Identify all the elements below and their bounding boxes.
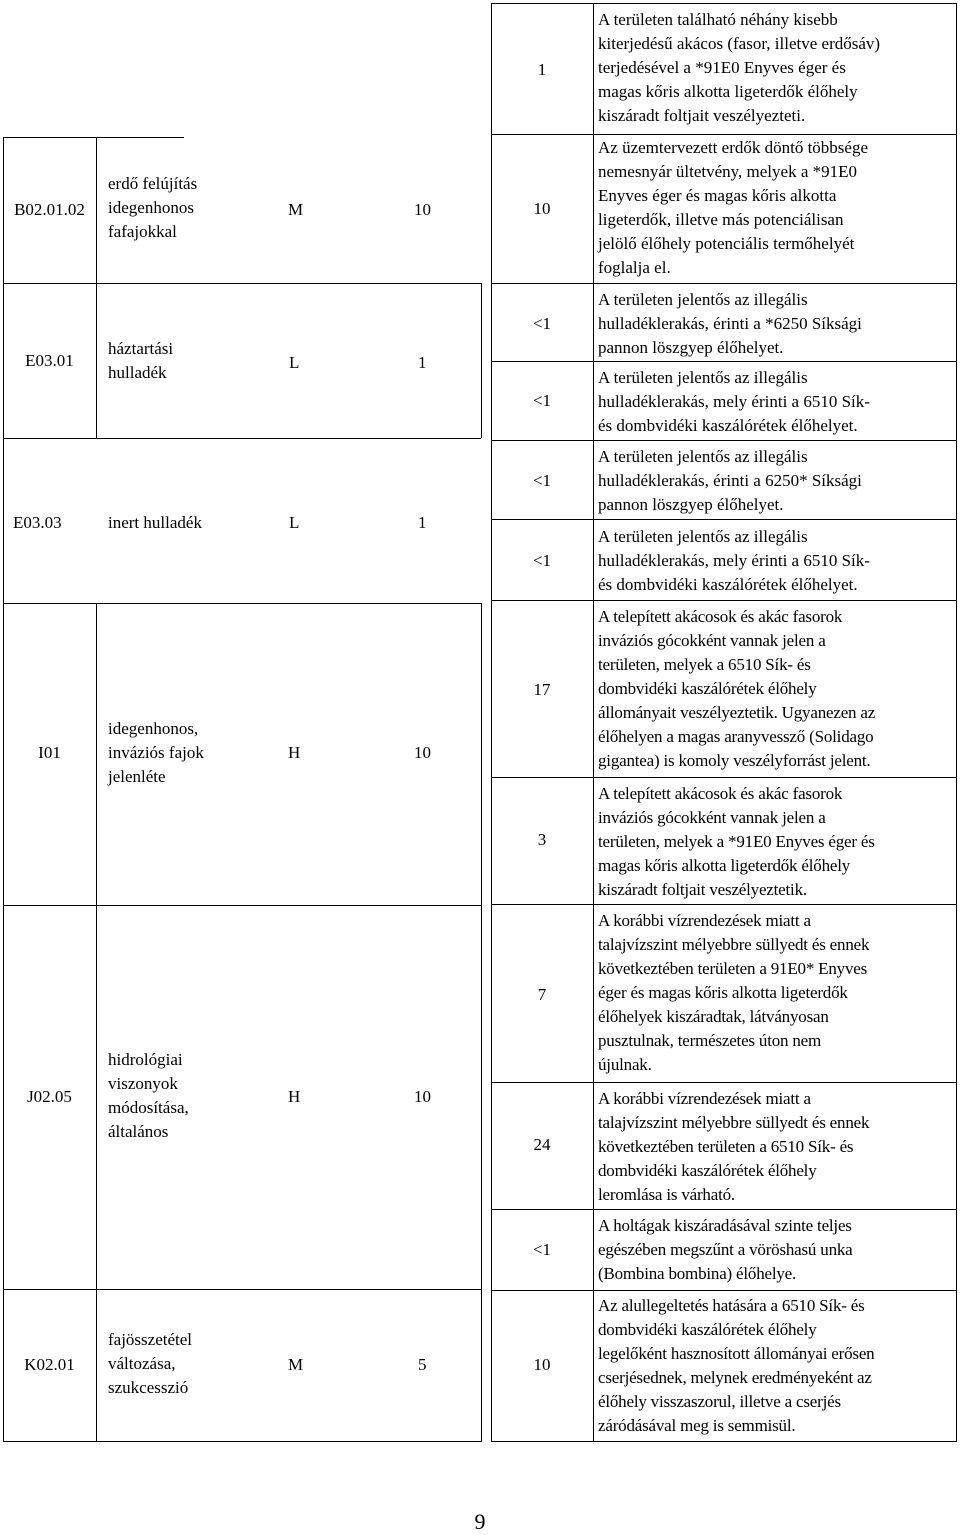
threat-name-line: fajösszetétel [108, 1330, 193, 1349]
threat-name-line: viszonyok [108, 1074, 178, 1093]
threat-code: E03.03 [13, 513, 62, 532]
threat-score: 10 [414, 200, 431, 219]
threat-score: 1 [418, 353, 427, 372]
impact-description: Az üzemtervezett erdők döntő többsége nemesnyár ültetvény, melyek a *91E0 Enyves éger és magas kőris alkotta ligeterdők, illetve más potenciálisan jelölő élőhely potenciális termőhelyét foglalja el. [598, 138, 869, 277]
impact-description: A területen jelentős az illegális hulladéklerakás, mely érinti a 6510 Sík- és dombvidéki kaszálórétek élőhelyet. [598, 368, 870, 435]
impact-value: 3 [537, 830, 547, 849]
impact-description: A területen jelentős az illegális hulladéklerakás, mely érinti a 6510 Sík- és dombvidéki kaszálórétek élőhelyet. [598, 527, 870, 594]
threat-score: 5 [418, 1355, 427, 1374]
threat-grade: L [289, 353, 300, 372]
impact-description: Az alullegeltetés hatására a 6510 Sík- és dombvidéki kaszálórétek élőhely legelőként hasznosított állományai erősen cserjésednek, melynek eredményeként az élőhely visszaszorul, illetve a cserjés záródásával meg is semmisül. [598, 1296, 875, 1435]
threat-code: I01 [38, 743, 61, 762]
impact-value: 10 [533, 1355, 551, 1374]
threat-name-line: fafajokkal [108, 222, 177, 241]
threat-code: B02.01.02 [14, 200, 85, 219]
threat-name-line: szukcesszió [108, 1378, 189, 1397]
impact-description: A holtágak kiszáradásával szinte teljes egészében megszűnt a vöröshasú unka (Bombina bombina) élőhelye. [598, 1216, 853, 1283]
threat-score: 10 [414, 1087, 431, 1106]
threat-name-line: hidrológiai [108, 1050, 183, 1069]
impact-value: 10 [533, 199, 551, 218]
impact-value: <1 [532, 471, 552, 490]
threat-name-line: háztartási [108, 339, 174, 358]
threat-code: J02.05 [27, 1087, 72, 1106]
impact-description: A korábbi vízrendezések miatt a talajvízszint mélyebbre süllyedt és ennek következtében területen a 6510 Sík- és dombvidéki kaszálórétek élőhely leromlása is várható. [598, 1089, 870, 1204]
impact-description: A korábbi vízrendezések miatt a talajvízszint mélyebbre süllyedt és ennek következtében területen a 91E0* Enyves éger és magas kőris alkotta ligeterdők élőhelyek kiszáradtak, látványosan pusztulnak, természetes úton nem újulnak. [598, 911, 870, 1074]
threat-grade: M [288, 200, 304, 219]
impact-description: A telepített akácosok és akác fasorok inváziós gócokként vannak jelen a területen, melyek a *91E0 Enyves éger és magas kőris alkotta ligeterdők élőhely kiszáradt foltjait veszélyeztetik. [598, 784, 875, 899]
threat-name-line: változása, [108, 1354, 176, 1373]
threat-name-line: hulladék [108, 363, 167, 382]
impact-description: A telepített akácosok és akác fasorok inváziós gócokként vannak jelen a területen, melyek a 6510 Sík- és dombvidéki kaszálórétek élőhely állományait veszélyeztetik. Ugyanezen az élőhelyen a magas aranyvessző (Solidago gigantea) is komoly veszélyforrást jelent. [598, 607, 876, 770]
impact-value: <1 [532, 1240, 552, 1259]
threat-code: E03.01 [25, 351, 74, 370]
threat-grade: H [288, 743, 301, 762]
threat-name-line: jelenléte [108, 767, 166, 786]
impact-description: A területen jelentős az illegális hulladéklerakás, érinti a *6250 Síksági pannon löszgyep élőhelyet. [598, 290, 862, 357]
impact-value: 1 [537, 60, 547, 79]
threat-grade: L [289, 513, 300, 532]
impact-description: A területen található néhány kisebb kiterjedésű akácos (fasor, illetve erdősáv) terjedésével a *91E0 Enyves éger és magas kőris alkotta ligeterdők élőhely kiszáradt foltjait veszélyezteti. [598, 10, 881, 125]
threat-name-line: inert hulladék [108, 513, 202, 532]
threat-name-line: idegenhonos [108, 198, 194, 217]
threat-grade: H [288, 1087, 301, 1106]
threat-code: K02.01 [24, 1355, 75, 1374]
impact-value: <1 [532, 314, 552, 333]
threat-name-line: módosítása, [108, 1098, 189, 1117]
threat-name-line: általános [108, 1122, 169, 1141]
threat-score: 1 [418, 513, 427, 532]
impact-value: <1 [532, 391, 552, 410]
threat-name-line: inváziós fajok [108, 743, 204, 762]
impact-description: A területen jelentős az illegális hulladéklerakás, érinti a 6250* Síksági pannon löszgyep élőhelyet. [598, 447, 862, 514]
threat-grade: M [288, 1355, 304, 1374]
page-number: 9 [474, 1509, 486, 1534]
impact-value: <1 [532, 551, 552, 570]
impact-value: 7 [537, 985, 547, 1004]
threat-name-line: erdő felújítás [108, 174, 198, 193]
impact-value: 17 [533, 680, 551, 699]
impact-value: 24 [533, 1135, 551, 1154]
threat-score: 10 [414, 743, 431, 762]
threat-name-line: idegenhonos, [108, 719, 199, 738]
